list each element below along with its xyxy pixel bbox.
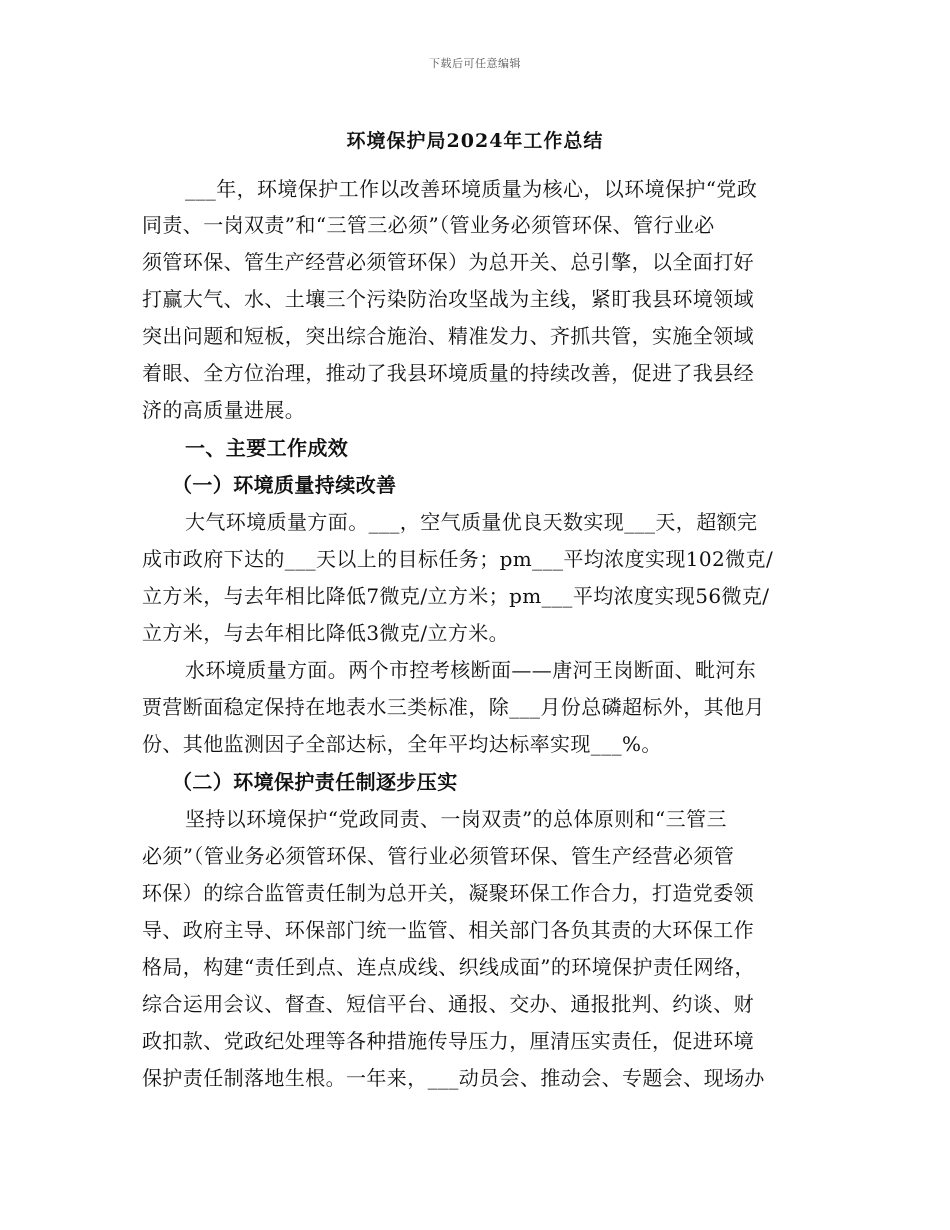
paragraph-line: 立方米，与去年相比降低7微克/立方米；pm___平均浓度实现56微克/ [142,584,770,608]
paragraph-line: 贾营断面稳定保持在地表水三类标准，除___月份总磷超标外，其他月 [142,695,765,719]
section-heading: 一、主要工作成效 [185,436,349,460]
paragraph-line: 大气环境质量方面。___，空气质量优良天数实现___天，超额完 [185,510,758,534]
paragraph-line: 份、其他监测因子全部达标，全年平均达标率实现___%。 [142,732,662,756]
paragraph-line: 必须”（管业务必须管环保、管行业必须管环保、管生产经营必须管 [142,844,735,868]
paragraph-line: 水环境质量方面。两个市控考核断面——唐河王岗断面、毗河东 [185,658,757,682]
paragraph-line: 着眼、全方位治理，推动了我县环境质量的持续改善，促进了我县经 [142,361,754,385]
paragraph-line: 综合运用会议、督查、短信平台、通报、交办、通报批判、约谈、财 [142,992,754,1016]
paragraph-line: 同责、一岗双责”和“三管三必须”（管业务必须管环保、管行业必 [142,213,715,237]
paragraph-line: 环保）的综合监管责任制为总开关，凝聚环保工作合力，打造党委领 [142,881,754,905]
paragraph-line: 格局，构建“责任到点、连点成线、织线成面”的环境保护责任网络， [142,955,755,979]
paragraph-line: 政扣款、党政纪处理等各种措施传导压力，厘清压实责任，促进环境 [142,1029,754,1053]
paragraph-line: 须管环保、管生产经营必须管环保）为总开关、总引擎，以全面打好 [142,250,754,274]
paragraph-line: 立方米，与去年相比降低3微克/立方米。 [142,621,510,645]
paragraph-line: 打赢大气、水、土壤三个污染防治攻坚战为主线，紧盯我县环境领域 [142,287,754,311]
header-note: 下载后可任意编辑 [429,57,521,70]
paragraph-line: 突出问题和短板，突出综合施治、精准发力、齐抓共管，实施全领域 [142,324,754,348]
paragraph-line: 成市政府下达的___天以上的目标任务；pm___平均浓度实现102微克/ [142,547,774,571]
document-title: 环境保护局2024年工作总结 [346,130,604,152]
paragraph-line: 保护责任制落地生根。一年来，___动员会、推动会、专题会、现场办 [142,1066,765,1090]
paragraph-line: 济的高质量进展。 [142,398,306,422]
paragraph-line: 导、政府主导、环保部门统一监管、相关部门各负其责的大环保工作 [142,918,754,942]
subsection-heading: （二）环境保护责任制逐步压实 [172,770,458,794]
paragraph-line: ___年，环境保护工作以改善环境质量为核心，以环境保护“党政 [185,177,758,201]
subsection-heading: （一）环境质量持续改善 [172,473,397,497]
paragraph-line: 坚持以环境保护“党政同责、一岗双责”的总体原则和“三管三 [185,807,727,831]
